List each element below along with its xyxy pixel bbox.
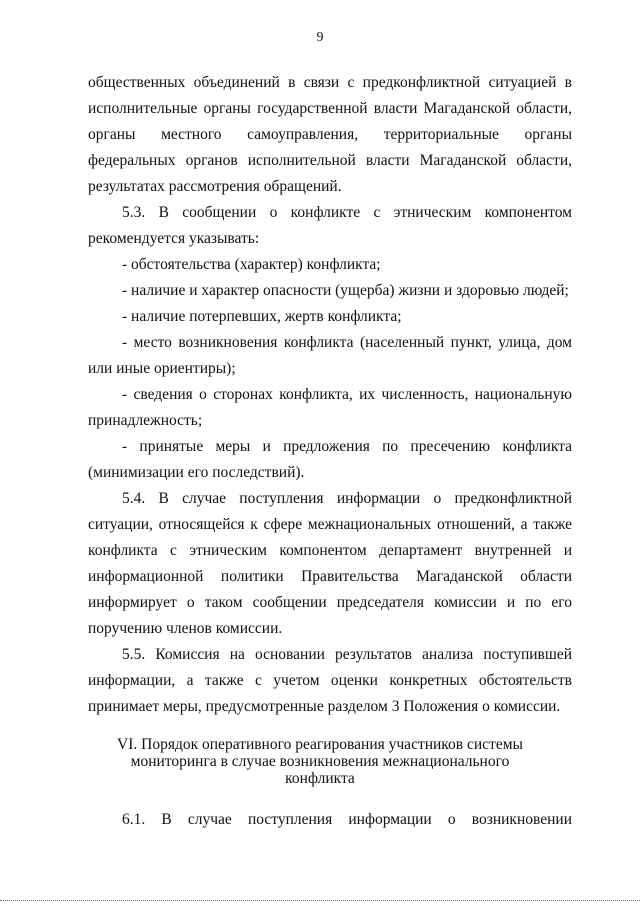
paragraph-5-5: 5.5. Комиссия на основании результатов анализа поступившей информации, а также с учетом оценки конкретных обстоятельств принимает меры, предусмотренные разделом 3 Положения о комиссии.: [88, 646, 572, 715]
document-body: [88, 70, 572, 720]
section-heading: VI. Порядок оперативного реагирования участников системы мониторинга в случае возникновения межнационального конфликта: [117, 736, 523, 787]
list-item-measures: - принятые меры и предложения по пресечению конфликта (минимизации его последствий).: [88, 438, 572, 481]
list-item-parties: - сведения о сторонах конфликта, их численность, национальную принадлежность;: [88, 386, 572, 429]
paragraph-continuation: общественных объединений в связи с предконфликтной ситуацией в исполнительные органы государственной власти Магаданской области, органы местного самоуправления, территориальные органы федеральных органов исполнительной власти Магаданской области, результатах рассмотрения обращений.: [88, 74, 572, 195]
paragraph-6-1: 6.1. В случае поступления информации о возникновении: [122, 811, 572, 828]
list-item-victims: - наличие потерпевших, жертв конфликта;: [122, 308, 402, 325]
list-item-circumstances: - обстоятельства (характер) конфликта;: [122, 256, 381, 273]
paragraph-5-3: 5.3. В сообщении о конфликте с этническим компонентом рекомендуется указывать:: [88, 204, 572, 247]
paragraph-5-4: 5.4. В случае поступления информации о предконфликтной ситуации, относящейся к сфере межнациональных отношений, а также конфликта с этническим компонентом департамент внутренней и информационной политики Правительства Магаданской области информирует о таком сообщении председателя комиссии и по его поручению членов комиссии.: [88, 490, 572, 637]
list-item-danger: - наличие и характер опасности (ущерба) жизни и здоровью людей;: [122, 282, 569, 299]
footer-rule: [0, 900, 640, 901]
list-item-location: - место возникновения конфликта (населенный пункт, улица, дом или иные ориентиры);: [88, 334, 572, 377]
page-number: 9: [316, 30, 324, 45]
